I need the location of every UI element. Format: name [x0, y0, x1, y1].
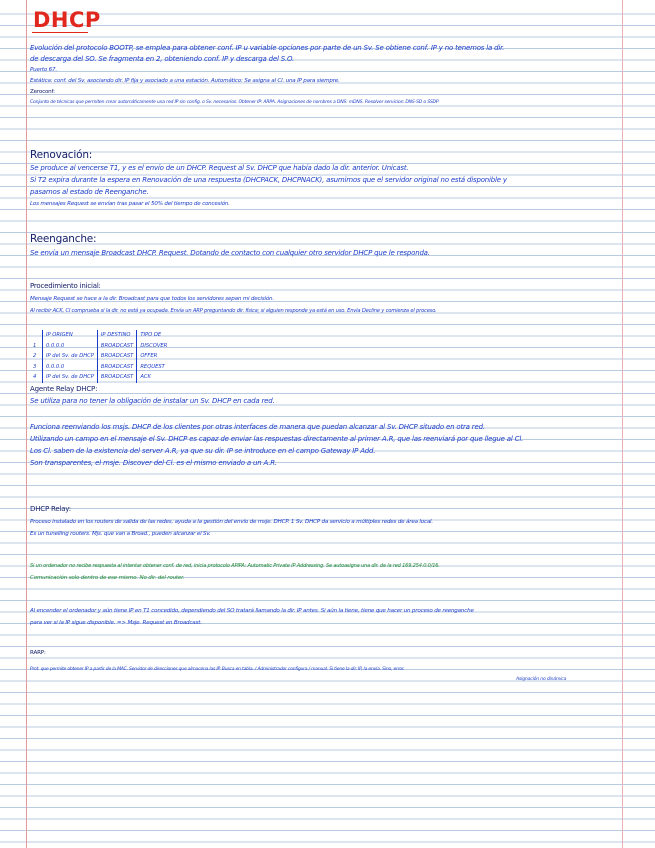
- table-cell: ACK: [137, 372, 170, 383]
- renovacion-heading: Renovación:: [30, 149, 93, 161]
- table-cell: IP del Sv. de DHCP: [43, 372, 98, 383]
- intro-line-2: de descarga del SO. Se fragmenta en 2, obteniendo conf. IP y descarga del S.O.: [30, 55, 295, 63]
- procedimiento-heading: Procedimiento inicial:: [30, 282, 101, 290]
- page-title: DHCP: [33, 8, 101, 32]
- agente-line-2: Funciona reenviando los msjs. DHCP de los clientes por otras interfaces de manera que puedan alcanzar al Sv. DHCP situado en otra red.: [30, 423, 485, 431]
- intro-line-4: Estática: conf. del Sv. asociando dir. IP fija y asociado a una estación. Automático: Se asigna al Cl. una IP para siempre.: [30, 78, 340, 84]
- table-header-cell: [30, 330, 43, 341]
- agente-line-4: Los Cl. saben de la existencia del server A.R, ya que su dir. IP se introduce en el campo Gateway IP Add.: [30, 447, 376, 455]
- intro-line-3: Puerto 67.: [30, 67, 57, 73]
- table-cell: 4: [33, 374, 37, 380]
- relay-line-1: Proceso instalado en los routers de salida de las redes, ayuda a la gestión del envío de msje. DHCP. 1 Sv. DHCP da servicio a múltiples redes de área local.: [30, 519, 433, 525]
- zeroconf-heading: Zeroconf:: [30, 89, 55, 95]
- title-underline: [32, 32, 88, 33]
- table-cell: DISCOVER: [137, 341, 170, 352]
- table-cell: BROADCAST: [97, 351, 136, 362]
- relay-heading: DHCP Relay:: [30, 505, 71, 513]
- reboot-note-line-2: para ver si la IP sigue disponible. => Msje. Request en Broadcast.: [30, 620, 202, 626]
- table-header-cell: IP DESTINO: [97, 330, 136, 341]
- table-cell: 0.0.0.0: [43, 341, 98, 352]
- procedimiento-line-1: Mensaje Request se hace a la dir. Broadcast para que todos los servidores sepan mi decisión.: [30, 296, 274, 302]
- apipa-note-line-1: Si un ordenador no recibe respuesta al intentar obtener conf. de red, inicia protocolo APIPA: Automatic Private IP Addressing. Se autoasigna una dir. de la red 169.254.0.0/16.: [30, 563, 440, 569]
- apipa-note-line-2: Comunicación solo dentro de ese mismo. No dir. del router.: [30, 575, 185, 581]
- renovacion-line-2: Si T2 expira durante la espera en Renovación de una respuesta (DHCPACK, DHCPNACK), asumimos que el servidor original no está disponible y: [30, 176, 507, 184]
- margin-line: [26, 0, 27, 848]
- table-row: [30, 341, 170, 352]
- rarp-heading: RARP:: [30, 650, 46, 656]
- table-cell: OFFER: [137, 351, 170, 362]
- table-cell: REQUEST: [137, 362, 170, 373]
- table-header-cell: TIPO DE: [137, 330, 170, 341]
- table-row: [30, 372, 170, 383]
- agente-heading: Agente Relay DHCP:: [30, 385, 98, 393]
- reenganche-heading: Reenganche:: [30, 233, 97, 245]
- table-row: [30, 362, 170, 373]
- agente-line-1: Se utiliza para no tener la obligación de instalar un Sv. DHCP en cada red.: [30, 397, 275, 405]
- table-cell: IP del Sv. de DHCP: [43, 351, 98, 362]
- renovacion-line-3: pasamos al estado de Reenganche.: [30, 188, 149, 196]
- table-cell: 3: [33, 363, 37, 370]
- rarp-line-2: Asignación no dinámica: [516, 677, 567, 682]
- table-cell: BROADCAST: [97, 341, 136, 352]
- table-header-cell: IP ORIGEN: [43, 330, 98, 341]
- reenganche-line-1: Se envía un mensaje Broadcast DHCP. Request. Dotando de contacto con cualquier otro servidor DHCP que le responda.: [30, 249, 430, 257]
- table-cell: 2: [33, 353, 37, 359]
- table-row: [30, 351, 170, 362]
- renovacion-line-1: Se produce al vencerse T1, y es el envío de un DHCP. Request al Sv. DHCP que había dado la dir. anterior. Unicast.: [30, 164, 409, 172]
- renovacion-line-4: Los mensajes Request se envían tras pasar el 50% del tiempo de concesión.: [30, 201, 230, 207]
- intro-line-1: Evolución del protocolo BOOTP, se emplea para obtener conf. IP u variable opciones por parte de un Sv. Se obtiene conf. IP y no tenemos la dir.: [30, 44, 505, 52]
- reboot-note-line-1: Al encender el ordenador y aún tiene IP en T1 concedido, dependiendo del SO tratará llamando la dir. IP antes. Si aún la tiene, tiene que hacer un proceso de reenganche: [30, 608, 474, 614]
- table-cell: 0.0.0.0: [43, 362, 98, 373]
- right-margin-line: [622, 0, 623, 848]
- table-cell: BROADCAST: [97, 372, 136, 383]
- agente-line-3: Utilizando un campo en el mensaje el Sv. DHCP es capaz de enviar las respuestas directamente al primer A.R, que las reenviará por que llegue al Cl.: [30, 435, 524, 443]
- table-header-row: [30, 330, 170, 341]
- table-cell: BROADCAST: [97, 362, 136, 373]
- rarp-line-1: Prot. que permite obtener IP a partir de la MAC. Servidor de direcciones que almacena las IP. Busca en tabla. / Administrador configura / manual. Si tiene la dir. IP, la envía. Sino, error.: [30, 667, 405, 672]
- dhcp-message-table: [30, 330, 170, 383]
- procedimiento-line-2: Al recibir ACK, Cl comprueba si la dir. no está ya ocupada. Envía un ARP preguntando dir. física; si alguien responde ya está en uso. Envía Decline y comienza el proceso.: [30, 308, 437, 314]
- zeroconf-line-1: Conjunto de técnicas que permiten crear automáticamente una red IP sin config. o Sv. necesarios. Obtener IP: ARPA. Asignaciones de nombres a DNS: mDNS. Resolver servicios: DNS-SD o SSDP: [30, 100, 439, 105]
- relay-line-2: Es un tunelling routers. Mjs. que van a Broad., pueden alcanzar el Sv.: [30, 531, 211, 537]
- table-cell: 1: [33, 342, 37, 349]
- agente-line-5: Son transparentes, el msje. Discover del Cl. es el mismo enviado a un A.R.: [30, 459, 277, 467]
